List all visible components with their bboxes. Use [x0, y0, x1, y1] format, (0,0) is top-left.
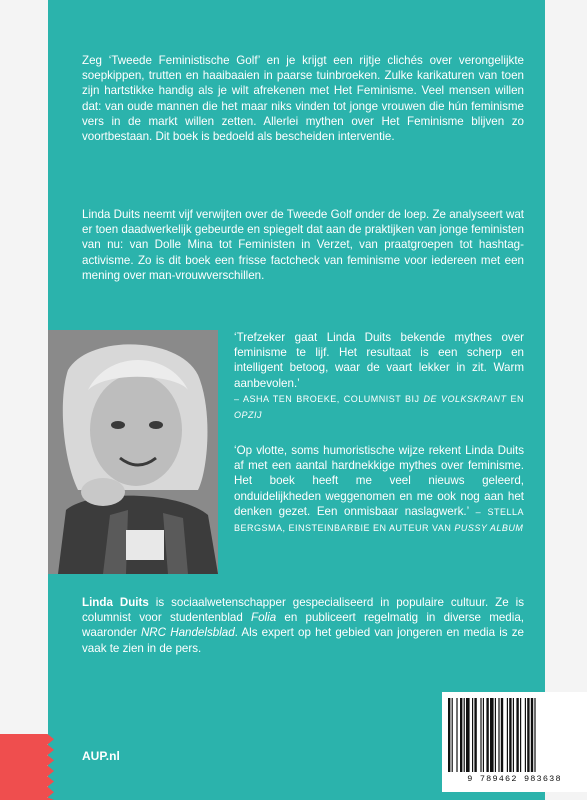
- author-bio: [82, 595, 524, 656]
- back-cover: [48, 0, 562, 800]
- barcode-bars: [448, 698, 581, 772]
- quote-2-source-prefix: – STELLA BERGSMA, EINSTEINBARBIE EN AUTEUR VAN: [234, 506, 524, 534]
- review-quote-2: [234, 443, 524, 536]
- bio-text-1: is sociaalwetenschapper gespecialiseerd in populaire cultuur. Ze is columnist voor studentenblad: [82, 596, 524, 625]
- bio-nrc: NRC Handelsblad: [140, 626, 235, 640]
- isbn-number: 9 789462 983638: [467, 774, 562, 784]
- quote-1-source-prefix: – ASHA TEN BROEKE, COLUMNIST BIJ: [234, 393, 424, 404]
- bio-folia: Folia: [251, 611, 277, 625]
- quote-1-source-volkskrant: DE VOLKSKRANT: [423, 393, 507, 404]
- quote-2-source-album: PUSSY ALBUM: [454, 523, 524, 534]
- quote-1-source-mid: EN: [506, 393, 525, 404]
- quote-2-text: ‘Op vlotte, soms humoristische wijze rekent Linda Duits af met een aantal hardnekkige mythes over feminisme. Het boek heeft me veel nieuws geleerd, onduidelijkheden weggenomen en me ook nog aan het denken gezet. Een onmisbaar naslagwerk.’: [234, 444, 524, 518]
- author-name: Linda Duits: [82, 596, 149, 609]
- review-quote-1: [234, 330, 524, 423]
- author-photo: [48, 330, 218, 574]
- bio-text-3: . Als expert op het gebied van jongeren en media is ze vaak te zien in de pers.: [82, 626, 524, 655]
- quote-1-source-opzij: OPZIJ: [234, 410, 263, 421]
- author-portrait-image: [48, 330, 218, 574]
- quote-1-source: [234, 394, 524, 420]
- description-paragraph: Linda Duits neemt vijf verwijten over de Tweede Golf onder de loep. Ze analyseert wat er toen daadwerkelijk gebeurde en spiegelt dat aan de praktijken van jonge feministen van nu: van Dolle Mina tot Feministen in Verzet, van praatgroepen tot hashtag-activisme. Zo is dit boek een frisse factcheck van feminisme voor iedereen met een mening over man-vrouwverschillen.: [82, 208, 524, 282]
- bio-text-2: en publiceert regelmatig in diverse media, waaronder: [82, 611, 524, 640]
- isbn-barcode: [442, 692, 587, 792]
- quote-1-text: ‘Trefzeker gaat Linda Duits bekende mythes over feminisme te lijf. Het resultaat is een scherp en intelligent betoog, waar de vaart lekker in zit. Warm aanbevolen.’: [234, 331, 524, 390]
- intro-paragraph: Zeg ‘Tweede Feministische Golf’ en je krijgt een rijtje clichés over verongelijkte soepkippen, trutten en haaibaaien in paarse tuinbroeken. Zulke karikaturen van toen zijn hartstikke handig als je wilt afrekenen met Het Feminisme. Veel mensen willen dat: van oude mannen die het maar niks vinden tot jonge vrouwen die hún feminisme vers in de markt willen zetten. Allerlei mythen over Het Feminisme blijven zo voortbestaan. Dit boek is bedoeld als bescheiden interventie.: [82, 54, 524, 144]
- publisher-url[interactable]: AUP.nl: [82, 749, 120, 763]
- decorative-stripe: [0, 734, 54, 800]
